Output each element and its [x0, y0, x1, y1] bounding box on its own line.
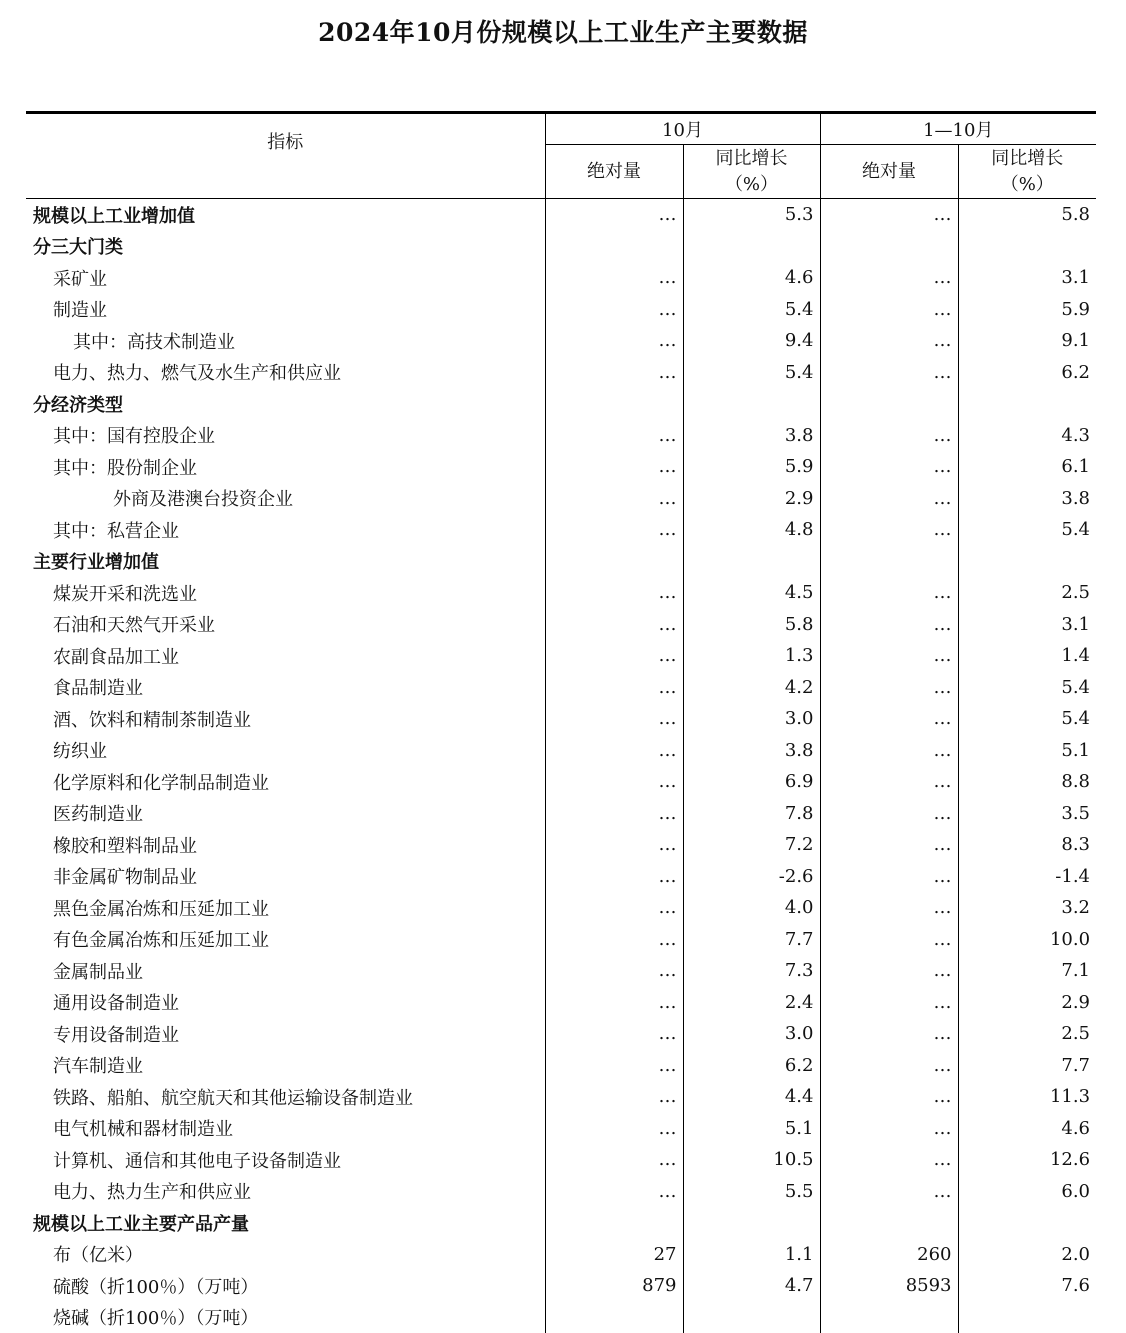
- yoy-ytd-cell: 7.7: [958, 1050, 1096, 1082]
- abs-oct-cell: 879: [545, 1270, 683, 1302]
- abs-ytd-cell: …: [820, 924, 958, 956]
- yoy-ytd-cell: 3.2: [958, 892, 1096, 924]
- yoy-ytd-cell: [958, 388, 1096, 420]
- table-body: [26, 199, 1096, 1333]
- row-label: 计算机、通信和其他电子设备制造业: [26, 1144, 545, 1176]
- table-row: [26, 829, 1096, 861]
- yoy-oct-cell: 2.4: [683, 987, 820, 1019]
- abs-oct-cell: …: [545, 1113, 683, 1145]
- yoy-oct-cell: [683, 546, 820, 578]
- table-row: [26, 546, 1096, 578]
- row-label: 化学原料和化学制品制造业: [26, 766, 545, 798]
- table-row: [26, 861, 1096, 893]
- row-label: 专用设备制造业: [26, 1018, 545, 1050]
- abs-oct-cell: …: [545, 1144, 683, 1176]
- yoy-oct-cell: 5.5: [683, 1176, 820, 1208]
- row-label: 有色金属冶炼和压延加工业: [26, 924, 545, 956]
- abs-oct-cell: …: [545, 609, 683, 641]
- yoy-oct-cell: 7.8: [683, 798, 820, 830]
- abs-oct-cell: …: [545, 861, 683, 893]
- row-label: 其中：国有控股企业: [26, 420, 545, 452]
- yoy-oct-cell: 3.8: [683, 735, 820, 767]
- abs-ytd-cell: …: [820, 766, 958, 798]
- yoy-oct-cell: 5.3: [683, 199, 820, 231]
- abs-ytd-cell: …: [820, 861, 958, 893]
- row-label: 纺织业: [26, 735, 545, 767]
- table-header: [26, 113, 1096, 199]
- yoy-ytd-cell: 2.0: [958, 1239, 1096, 1271]
- abs-ytd-cell: …: [820, 1113, 958, 1145]
- row-label: 主要行业增加值: [26, 546, 545, 578]
- abs-oct-cell: …: [545, 1081, 683, 1113]
- abs-oct-cell: …: [545, 829, 683, 861]
- yoy-ytd-cell: [958, 1207, 1096, 1239]
- row-label: 采矿业: [26, 262, 545, 294]
- yoy-oct-cell: 3.0: [683, 703, 820, 735]
- table-row: [26, 955, 1096, 987]
- row-label: 规模以上工业增加值: [26, 199, 545, 231]
- table-row: [26, 798, 1096, 830]
- yoy-oct-cell: [683, 1302, 820, 1333]
- table-row: [26, 766, 1096, 798]
- row-label: 铁路、船舶、航空航天和其他运输设备制造业: [26, 1081, 545, 1113]
- yoy-ytd-cell: [958, 231, 1096, 263]
- abs-oct-cell: …: [545, 640, 683, 672]
- table-row: [26, 1270, 1096, 1302]
- yoy-ytd-cell: 2.9: [958, 987, 1096, 1019]
- yoy-ytd-cell: 5.4: [958, 514, 1096, 546]
- yoy-ytd-cell: 6.2: [958, 357, 1096, 389]
- yoy-ytd-cell: 3.1: [958, 262, 1096, 294]
- abs-oct-cell: …: [545, 357, 683, 389]
- table-row: [26, 987, 1096, 1019]
- abs-oct-cell: …: [545, 325, 683, 357]
- abs-oct-cell: …: [545, 483, 683, 515]
- abs-oct-cell: 27: [545, 1239, 683, 1271]
- row-label: 农副食品加工业: [26, 640, 545, 672]
- table-row: [26, 892, 1096, 924]
- yoy-oct-cell: 10.5: [683, 1144, 820, 1176]
- row-label: 制造业: [26, 294, 545, 326]
- yoy-oct-cell: [683, 1207, 820, 1239]
- abs-ytd-cell: …: [820, 955, 958, 987]
- row-label: 烧碱（折100％）（万吨）: [26, 1302, 545, 1333]
- table-row: [26, 924, 1096, 956]
- table-row: [26, 609, 1096, 641]
- yoy-ytd-cell: 5.1: [958, 735, 1096, 767]
- yoy-ytd-cell: 3.5: [958, 798, 1096, 830]
- row-label: 橡胶和塑料制品业: [26, 829, 545, 861]
- row-label: 金属制品业: [26, 955, 545, 987]
- abs-oct-cell: …: [545, 420, 683, 452]
- yoy-oct-cell: 5.1: [683, 1113, 820, 1145]
- row-label: 分经济类型: [26, 388, 545, 420]
- header-yoy-line2: （%）: [959, 172, 1097, 198]
- yoy-oct-cell: 9.4: [683, 325, 820, 357]
- abs-ytd-cell: …: [820, 451, 958, 483]
- row-label: 分三大门类: [26, 231, 545, 263]
- abs-oct-cell: …: [545, 924, 683, 956]
- abs-oct-cell: …: [545, 1176, 683, 1208]
- yoy-ytd-cell: 11.3: [958, 1081, 1096, 1113]
- row-label: 其中：私营企业: [26, 514, 545, 546]
- table-row: [26, 357, 1096, 389]
- yoy-oct-cell: 3.8: [683, 420, 820, 452]
- yoy-oct-cell: 5.4: [683, 357, 820, 389]
- row-label: 其中：股份制企业: [26, 451, 545, 483]
- abs-ytd-cell: …: [820, 199, 958, 231]
- abs-ytd-cell: [820, 1302, 958, 1333]
- yoy-oct-cell: 7.2: [683, 829, 820, 861]
- row-label: 规模以上工业主要产品产量: [26, 1207, 545, 1239]
- row-label: 医药制造业: [26, 798, 545, 830]
- table-row: [26, 294, 1096, 326]
- abs-ytd-cell: …: [820, 672, 958, 704]
- abs-oct-cell: …: [545, 892, 683, 924]
- abs-ytd-cell: …: [820, 798, 958, 830]
- yoy-oct-cell: 4.5: [683, 577, 820, 609]
- abs-ytd-cell: …: [820, 609, 958, 641]
- yoy-oct-cell: 5.4: [683, 294, 820, 326]
- yoy-ytd-cell: 3.1: [958, 609, 1096, 641]
- abs-oct-cell: …: [545, 451, 683, 483]
- abs-ytd-cell: …: [820, 892, 958, 924]
- table-row: [26, 231, 1096, 263]
- abs-oct-cell: [545, 1207, 683, 1239]
- yoy-ytd-cell: 2.5: [958, 577, 1096, 609]
- abs-ytd-cell: …: [820, 703, 958, 735]
- header-yoy-oct: [683, 145, 820, 199]
- yoy-ytd-cell: 5.4: [958, 672, 1096, 704]
- abs-ytd-cell: …: [820, 577, 958, 609]
- yoy-ytd-cell: 10.0: [958, 924, 1096, 956]
- header-absolute-ytd: 绝对量: [820, 145, 958, 199]
- table-row: [26, 388, 1096, 420]
- abs-oct-cell: …: [545, 262, 683, 294]
- abs-ytd-cell: 8593: [820, 1270, 958, 1302]
- yoy-oct-cell: 7.7: [683, 924, 820, 956]
- header-indicator: 指标: [26, 113, 545, 199]
- yoy-ytd-cell: 1.4: [958, 640, 1096, 672]
- table-row: [26, 1176, 1096, 1208]
- abs-oct-cell: [545, 546, 683, 578]
- table-row: [26, 1081, 1096, 1113]
- yoy-ytd-cell: -1.4: [958, 861, 1096, 893]
- abs-ytd-cell: …: [820, 294, 958, 326]
- yoy-ytd-cell: 4.3: [958, 420, 1096, 452]
- table-row: [26, 1239, 1096, 1271]
- table-row: [26, 1207, 1096, 1239]
- row-label: 布（亿米）: [26, 1239, 545, 1271]
- yoy-ytd-cell: 8.8: [958, 766, 1096, 798]
- row-label: 电气机械和器材制造业: [26, 1113, 545, 1145]
- row-label: 酒、饮料和精制茶制造业: [26, 703, 545, 735]
- abs-ytd-cell: …: [820, 640, 958, 672]
- abs-oct-cell: …: [545, 672, 683, 704]
- row-label: 黑色金属冶炼和压延加工业: [26, 892, 545, 924]
- table-row: [26, 1113, 1096, 1145]
- abs-oct-cell: …: [545, 294, 683, 326]
- yoy-ytd-cell: 7.6: [958, 1270, 1096, 1302]
- table-row: [26, 1050, 1096, 1082]
- header-absolute-oct: 绝对量: [545, 145, 683, 199]
- table-row: [26, 735, 1096, 767]
- abs-oct-cell: [545, 1302, 683, 1333]
- yoy-ytd-cell: 5.8: [958, 199, 1096, 231]
- abs-oct-cell: …: [545, 987, 683, 1019]
- yoy-ytd-cell: 5.4: [958, 703, 1096, 735]
- yoy-oct-cell: 1.1: [683, 1239, 820, 1271]
- yoy-ytd-cell: 8.3: [958, 829, 1096, 861]
- header-period-oct: 10月: [545, 113, 820, 145]
- yoy-oct-cell: 3.0: [683, 1018, 820, 1050]
- table-row: [26, 703, 1096, 735]
- abs-ytd-cell: …: [820, 1081, 958, 1113]
- yoy-ytd-cell: 12.6: [958, 1144, 1096, 1176]
- header-yoy-line1: 同比增长: [959, 146, 1097, 172]
- yoy-ytd-cell: 2.5: [958, 1018, 1096, 1050]
- row-label: 汽车制造业: [26, 1050, 545, 1082]
- table-row: [26, 672, 1096, 704]
- abs-ytd-cell: …: [820, 357, 958, 389]
- yoy-oct-cell: 7.3: [683, 955, 820, 987]
- abs-oct-cell: [545, 388, 683, 420]
- yoy-ytd-cell: [958, 1302, 1096, 1333]
- table-row: [26, 514, 1096, 546]
- header-yoy-ytd: [958, 145, 1096, 199]
- row-label: 通用设备制造业: [26, 987, 545, 1019]
- yoy-ytd-cell: 7.1: [958, 955, 1096, 987]
- yoy-oct-cell: 5.9: [683, 451, 820, 483]
- row-label: 煤炭开采和洗选业: [26, 577, 545, 609]
- abs-oct-cell: …: [545, 735, 683, 767]
- abs-ytd-cell: [820, 231, 958, 263]
- abs-ytd-cell: [820, 1207, 958, 1239]
- abs-ytd-cell: …: [820, 735, 958, 767]
- yoy-ytd-cell: 6.0: [958, 1176, 1096, 1208]
- yoy-ytd-cell: 4.6: [958, 1113, 1096, 1145]
- row-label: 其中：高技术制造业: [26, 325, 545, 357]
- yoy-ytd-cell: 3.8: [958, 483, 1096, 515]
- abs-ytd-cell: [820, 546, 958, 578]
- abs-ytd-cell: …: [820, 1144, 958, 1176]
- abs-ytd-cell: …: [820, 829, 958, 861]
- table-row: [26, 1018, 1096, 1050]
- table-row: [26, 483, 1096, 515]
- yoy-oct-cell: 1.3: [683, 640, 820, 672]
- yoy-oct-cell: 6.2: [683, 1050, 820, 1082]
- abs-ytd-cell: …: [820, 262, 958, 294]
- abs-oct-cell: …: [545, 199, 683, 231]
- header-yoy-line2: （%）: [684, 172, 820, 198]
- table-row: [26, 577, 1096, 609]
- table-row: [26, 640, 1096, 672]
- yoy-oct-cell: [683, 231, 820, 263]
- abs-oct-cell: [545, 231, 683, 263]
- abs-oct-cell: …: [545, 766, 683, 798]
- yoy-oct-cell: 6.9: [683, 766, 820, 798]
- table-row: [26, 1302, 1096, 1333]
- abs-oct-cell: …: [545, 703, 683, 735]
- header-yoy-line1: 同比增长: [684, 146, 820, 172]
- header-period-ytd: 1—10月: [820, 113, 1096, 145]
- abs-oct-cell: …: [545, 1018, 683, 1050]
- table-row: [26, 1144, 1096, 1176]
- table-row: [26, 262, 1096, 294]
- abs-ytd-cell: …: [820, 514, 958, 546]
- row-label: 石油和天然气开采业: [26, 609, 545, 641]
- yoy-oct-cell: 4.7: [683, 1270, 820, 1302]
- yoy-oct-cell: 4.8: [683, 514, 820, 546]
- yoy-oct-cell: 4.2: [683, 672, 820, 704]
- row-label: 非金属矿物制品业: [26, 861, 545, 893]
- yoy-oct-cell: 4.4: [683, 1081, 820, 1113]
- abs-ytd-cell: …: [820, 1018, 958, 1050]
- yoy-oct-cell: -2.6: [683, 861, 820, 893]
- abs-oct-cell: …: [545, 514, 683, 546]
- row-label: 外商及港澳台投资企业: [26, 483, 545, 515]
- yoy-oct-cell: 5.8: [683, 609, 820, 641]
- abs-ytd-cell: 260: [820, 1239, 958, 1271]
- yoy-ytd-cell: 9.1: [958, 325, 1096, 357]
- abs-oct-cell: …: [545, 798, 683, 830]
- table-row: [26, 199, 1096, 231]
- abs-oct-cell: …: [545, 1050, 683, 1082]
- abs-oct-cell: …: [545, 955, 683, 987]
- yoy-oct-cell: 4.6: [683, 262, 820, 294]
- yoy-oct-cell: 4.0: [683, 892, 820, 924]
- yoy-ytd-cell: 5.9: [958, 294, 1096, 326]
- row-label: 电力、热力生产和供应业: [26, 1176, 545, 1208]
- abs-ytd-cell: …: [820, 420, 958, 452]
- abs-ytd-cell: …: [820, 483, 958, 515]
- row-label: 硫酸（折100％）（万吨）: [26, 1270, 545, 1302]
- yoy-ytd-cell: 6.1: [958, 451, 1096, 483]
- row-label: 食品制造业: [26, 672, 545, 704]
- abs-ytd-cell: …: [820, 1176, 958, 1208]
- abs-oct-cell: …: [545, 577, 683, 609]
- yoy-oct-cell: [683, 388, 820, 420]
- table-row: [26, 451, 1096, 483]
- yoy-ytd-cell: [958, 546, 1096, 578]
- abs-ytd-cell: …: [820, 325, 958, 357]
- row-label: 电力、热力、燃气及水生产和供应业: [26, 357, 545, 389]
- abs-ytd-cell: [820, 388, 958, 420]
- yoy-oct-cell: 2.9: [683, 483, 820, 515]
- page-title: 2024年10月份规模以上工业生产主要数据: [0, 13, 1126, 49]
- abs-ytd-cell: …: [820, 987, 958, 1019]
- abs-ytd-cell: …: [820, 1050, 958, 1082]
- table-row: [26, 420, 1096, 452]
- data-table: [26, 111, 1096, 1333]
- table-row: [26, 325, 1096, 357]
